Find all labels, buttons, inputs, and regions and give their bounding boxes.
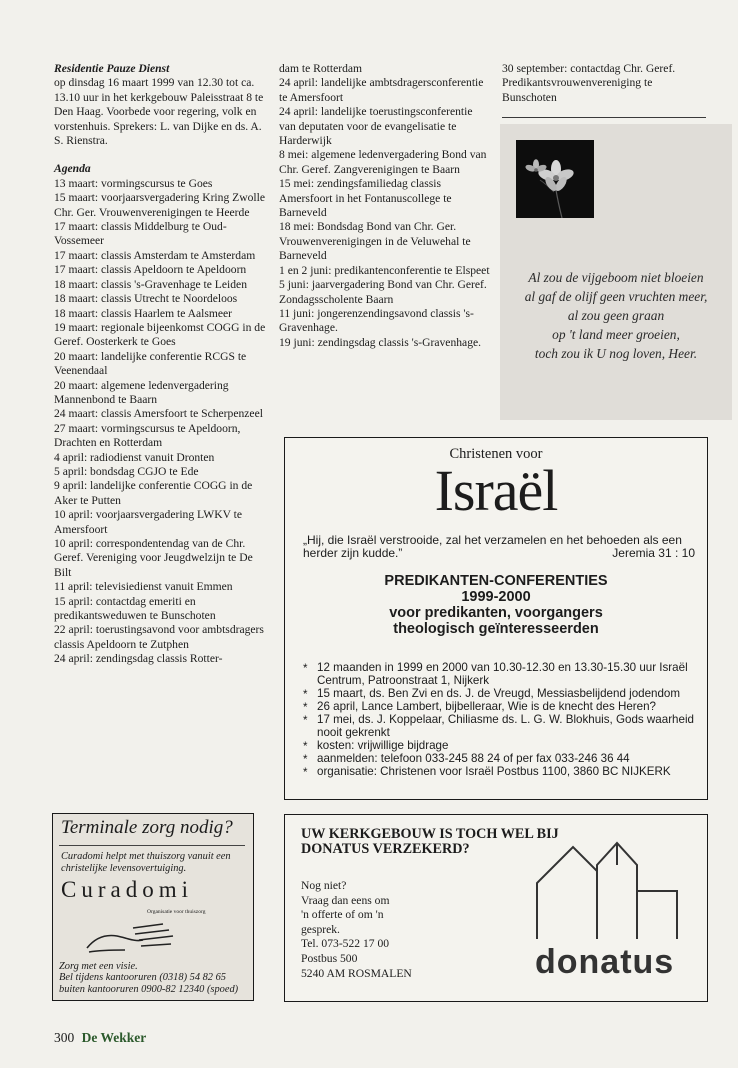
poem-line: Al zou de vijgeboom niet bloeien	[528, 270, 704, 285]
poem-line: toch zou ik U nog loven, Heer.	[534, 346, 698, 361]
flower-photo	[516, 140, 594, 218]
contact-line: Zorg met een visie.	[59, 961, 138, 972]
curadomi-ad	[52, 813, 254, 1001]
residentie-heading: Residentie Pauze Dienst	[54, 62, 170, 75]
agenda-item: 15 maart: voorjaarsvergadering Kring Zwolle Chr. Ger. Vrouwenverenigingen te Heerde	[54, 191, 265, 219]
donatus-logo: donatus	[535, 943, 675, 981]
agenda-item: 4 april: radiodienst vanuit Dronten	[54, 450, 215, 464]
agenda-item: 17 maart: classis Apeldoorn te Apeldoorn	[54, 263, 247, 277]
agenda-item: 24 april: zendingsdag classis Rotter-	[54, 652, 223, 666]
agenda-item: 20 maart: landelijke conferentie RCGS te Veenendaal	[54, 349, 247, 378]
body-line: 5240 AM ROSMALEN	[301, 966, 412, 980]
agenda-item: 17 maart: classis Amsterdam te Amsterdam	[54, 248, 256, 262]
church-building-icon	[533, 831, 683, 948]
body-line: gesprek.	[301, 922, 340, 936]
title-line: theologisch geïnteresseerden	[393, 621, 599, 637]
agenda-item: 8 mei: algemene ledenvergadering Bond van Chr. Geref. Zangverenigingen te Baarn	[279, 148, 487, 176]
agenda-item: 19 juni: zendingsdag classis 's-Gravenhage.	[279, 335, 482, 349]
agenda-item: 5 juni: jaarvergadering Bond van Chr. Geref. Zondagsscholente Baarn	[279, 278, 487, 306]
agenda-item: 27 maart: vormingscursus te Apeldoorn, Drachten en Rotterdam	[54, 421, 241, 450]
body-line: Nog niet?	[301, 879, 347, 892]
israel-scripture-reference: Jeremia 31 : 10	[612, 546, 695, 560]
agenda-item: 13 maart: vormingscursus te Goes	[54, 176, 213, 190]
agenda-item: 24 april: landelijke ambtsdragersconferentie te Amersfoort	[279, 76, 484, 104]
contact-line: Bel tijdens kantooruren (0318) 54 82 65	[59, 972, 226, 984]
curadomi-org-line: Organisatie voor thuiszorg	[147, 909, 206, 915]
body-line: Tel. 073-522 17 00	[301, 937, 390, 951]
agenda-item: 19 maart: regionale bijeenkomst COGG in de Geref. Oosterkerk te Goes	[54, 320, 266, 349]
poem-line: op 't land meer groeien,	[552, 327, 680, 342]
israel-quote: „Hij, die Israël verstrooide, zal het verzamelen en het behoeden als een herder zijn kudde.”	[303, 533, 682, 560]
middle-column	[279, 62, 491, 350]
curadomi-brand: Curadomi	[61, 877, 193, 902]
divider	[502, 117, 706, 118]
agenda-item: 20 maart: algemene ledenvergadering Mannenbond te Baarn	[54, 378, 229, 406]
agenda-heading: Agenda	[54, 162, 91, 176]
caring-hand-icon	[83, 920, 203, 965]
agenda-item: 5 april: bondsdag CGJO te Ede	[54, 464, 199, 478]
list-item: * 15 maart, ds. Ben Zvi en ds. J. de Vreugd, Messiasbelijdend jodendom	[303, 687, 703, 700]
agenda-item: 10 april: voorjaarsvergadering LWKV te Amersfoort	[54, 508, 243, 536]
agenda-item: 17 maart: classis Middelburg te Oud-Vossemeer	[54, 220, 227, 248]
agenda-item: 11 april: televisiedienst vanuit Emmen	[54, 580, 233, 594]
poem-text	[500, 268, 732, 363]
poem-line: al gaf de olijf geen vruchten meer,	[524, 289, 708, 304]
title-line: voor predikanten, voorgangers	[389, 605, 603, 621]
agenda-item: 18 maart: classis Utrecht te Noordeloos	[54, 292, 238, 306]
title-line: PREDIKANTEN-CONFERENTIES	[384, 573, 608, 589]
agenda-item: 10 april: correspondentendag van de Chr. Geref. Vereniging voor Jeugdwelzijn te De Bilt	[54, 537, 253, 579]
poem-line: al zou geen graan	[567, 308, 665, 323]
body-line: Postbus 500	[301, 951, 358, 965]
agenda-item: 18 maart: classis Haarlem te Aalsmeer	[54, 306, 233, 320]
body-line: 'n offerte of om 'n	[301, 908, 384, 922]
curadomi-title: Terminale zorg nodig?	[61, 817, 233, 838]
list-item: * 17 mei, ds. J. Koppelaar, Chiliasme ds. L. G. W. Blokhuis, Gods waarheid nooit gekrenkt	[303, 713, 703, 739]
agenda-item: 1 en 2 juni: predikantenconferentie te Elspeet	[279, 263, 490, 277]
magazine-name: De Wekker	[81, 1030, 147, 1045]
list-item: * aanmelden: telefoon 033-245 88 24 of per fax 033-246 36 44	[303, 752, 703, 765]
residentie-body: op dinsdag 16 maart 1999 van 12.30 tot ca. 13.10 uur in het kerkgebouw Paleisstraat 8 te Den Haag. Voorbede voor regering, volk en vorstenhuis. Sprekers: L. van Dijke en ds. A. S. Rienstra.	[54, 76, 264, 148]
agenda-item: 15 mei: zendingsfamiliedag classis Amersfoort in het Fontanuscollege te Barneveld	[279, 177, 452, 220]
israel-conference-title	[285, 573, 707, 637]
israel-org-top: Christenen voor	[449, 446, 543, 462]
list-item: * 12 maanden in 1999 en 2000 van 10.30-12.30 en 13.30-15.30 uur Israël Centrum, Patroonstraat 1, Nijkerk	[303, 661, 703, 687]
poem-panel	[500, 124, 732, 420]
left-column	[54, 62, 268, 667]
donatus-body	[301, 879, 501, 981]
right-column	[502, 62, 708, 105]
contact-line: buiten kantooruren 0900-82 12340 (spoed)	[59, 983, 239, 995]
agenda-item: 30 september: contactdag Chr. Geref. Predikantsvrouwenvereniging te Bunschoten	[502, 62, 676, 104]
israel-logo: Israël	[434, 458, 558, 523]
agenda-item: 15 april: contactdag emeriti en predikantsweduwen te Bunschoten	[54, 594, 216, 623]
title-line: 1999-2000	[461, 589, 531, 605]
list-item: * organisatie: Christenen voor Israël Postbus 1100, 3860 BC NIJKERK	[303, 765, 703, 778]
body-line: Vraag dan eens om	[301, 893, 390, 907]
christenen-voor-israel-ad	[284, 437, 708, 800]
donatus-title: UW KERKGEBOUW IS TOCH WEL BIJ DONATUS VERZEKERD?	[301, 826, 559, 857]
page-footer	[54, 1030, 146, 1046]
agenda-item: 11 juni: jongerenzendingsavond classis 's-Gravenhage.	[279, 306, 474, 335]
list-item: * 26 april, Lance Lambert, bijbelleraar, Wie is de knecht des Heren?	[303, 700, 703, 713]
divider	[59, 845, 245, 846]
agenda-item: 18 mei: Bondsdag Bond van Chr. Ger. Vrouwenverenigingen in de Veluwehal te Barneveld	[279, 220, 471, 263]
agenda-item: 9 april: landelijke conferentie COGG in de Aker te Putten	[54, 479, 253, 507]
curadomi-contact	[59, 961, 251, 995]
agenda-item: 18 maart: classis 's-Gravenhage te Leiden	[54, 277, 247, 291]
page-number: 300	[54, 1030, 75, 1045]
agenda-item: 24 april: landelijke toerustingsconferentie van deputaten voor de evangelisatie te Harderwijk	[279, 105, 473, 148]
curadomi-tagline: Curadomi helpt met thuiszorg vanuit een christelijke levensovertuiging.	[61, 851, 231, 874]
agenda-item: dam te Rotterdam	[279, 62, 363, 75]
israel-details-list	[303, 661, 703, 778]
donatus-ad	[284, 814, 708, 1002]
agenda-item: 24 maart: classis Amersfoort te Scherpenzeel	[54, 407, 263, 421]
agenda-item: 22 april: toerustingsavond voor ambtsdragers classis Apeldoorn te Zutphen	[54, 623, 264, 651]
list-item: * kosten: vrijwillige bijdrage	[303, 739, 703, 752]
